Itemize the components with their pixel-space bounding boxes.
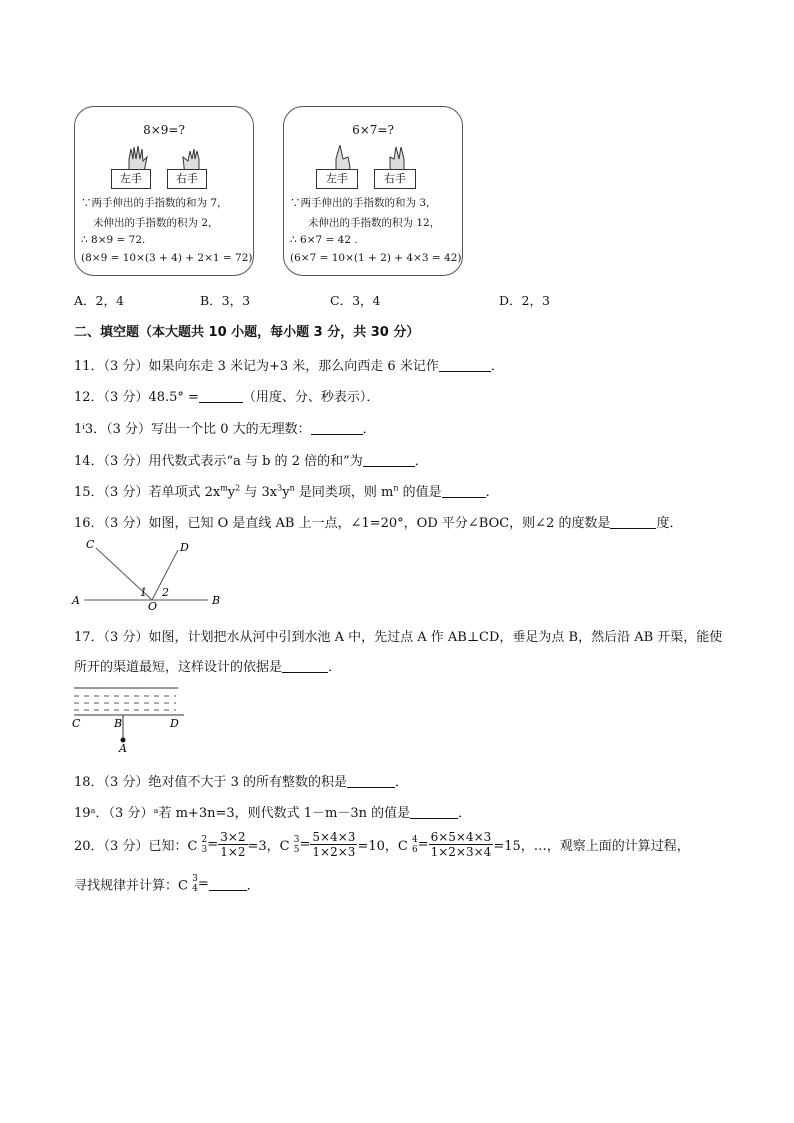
subscript: 6 — [411, 844, 418, 855]
fraction-2 — [310, 830, 357, 859]
question-text: =10，C — [357, 839, 408, 854]
fraction-1 — [218, 830, 247, 859]
denominator: 1×2×3×4 — [430, 845, 492, 859]
question-text: y — [282, 485, 290, 500]
finger-card-8x9 — [74, 106, 254, 276]
answer-blank[interactable] — [442, 484, 486, 498]
left-hand-label: 左手 — [111, 169, 151, 189]
fraction-3 — [429, 830, 494, 859]
subscript: 5 — [293, 844, 300, 855]
label-A: A — [72, 594, 80, 607]
question-text: y — [227, 485, 236, 500]
label-O: O — [148, 600, 158, 612]
question-tail: 度． — [656, 516, 683, 531]
label-C: C — [86, 538, 95, 551]
question-text: 18．（3 分）绝对值不大于 3 的所有整数的积是 — [74, 775, 347, 790]
denominator: 1×2×3 — [312, 845, 356, 859]
question-17-line-2 — [74, 656, 341, 675]
left-hand-label: 左手 — [316, 169, 358, 189]
card-line-1: ∵两手伸出的手指数的和为 7， — [81, 197, 228, 209]
question-text: 11．（3 分）如果向东走 3 米记为+3 米，那么向西走 6 米记作 — [74, 359, 439, 374]
question-text: =3，C — [247, 839, 290, 854]
card-line-2: 未伸出的手指数的积为 2， — [93, 217, 219, 229]
question-text: 17．（3 分）如图，计划把水从河中引到水池 A 中，先过点 A 作 AB⊥CD，垂足为点 B，然后沿 AB 开渠，能使 — [74, 630, 723, 645]
superscript: 3 — [293, 834, 300, 845]
question-15 — [74, 481, 499, 500]
superscript: 4 — [411, 834, 418, 845]
right-hand-label: 右手 — [374, 169, 416, 189]
superscript: 2 — [201, 834, 208, 845]
question-tail: ． — [485, 485, 499, 500]
question-18 — [74, 771, 408, 790]
card-line-2: 未伸出的手指数的积为 12， — [308, 217, 441, 229]
answer-blank[interactable] — [199, 389, 243, 403]
question-tail: ． — [328, 660, 342, 675]
superscript: 3 — [192, 874, 198, 884]
numerator: 3×2 — [220, 830, 246, 844]
label-D: D — [180, 541, 189, 554]
question-tail: ． — [394, 775, 408, 790]
finger-card-6x7 — [283, 106, 463, 276]
question-16 — [74, 512, 683, 531]
question-text: 寻找规律并计算：C — [74, 878, 188, 894]
label-B: B — [212, 594, 221, 607]
superscript: m — [220, 483, 228, 493]
subscript: 3 — [201, 844, 208, 855]
question-11 — [74, 355, 504, 374]
question-text: 的值是 — [398, 485, 442, 500]
question-text: 12．（3 分）48.5° = — [74, 390, 199, 405]
card-title: 8×9=? — [143, 123, 185, 137]
question-20-line-2: 寻找规律并计算：C 3 4= ． — [74, 874, 260, 894]
answer-blank[interactable] — [439, 358, 491, 372]
question-13 — [74, 418, 376, 437]
card-line-4: (6×7 = 10×(1 + 2) + 4×3 = 42) — [290, 252, 462, 264]
question-17-line-1 — [74, 626, 722, 645]
card-line-1: ∵两手伸出的手指数的和为 3， — [290, 197, 437, 209]
card-line-4: (8×9 = 10×(3 + 4) + 2×1 = 72) — [81, 252, 253, 264]
question-text: 1ⁱ3．（3 分）写出一个比 0 大的无理数： — [74, 422, 311, 437]
question-20-line-1: 20．（3 分）已知：C 2 3= $\frac{3\times 2}{1\times 2}$ =3，C 3 5= $\frac{5\times 4\times 3}{1\times 2\times 3}$ =10，C 4 6= $\frac{6\times 5\times 4\times 3}{1\times 2\times 3\times 4}$ =15，…，观察上面的计算过程， — [74, 830, 690, 859]
question-tail: ． — [458, 806, 472, 821]
answer-blank[interactable] — [610, 515, 656, 529]
denominator: 1×2 — [220, 845, 246, 859]
superscript: 2 — [235, 483, 241, 493]
question-text: 19ᵃ．（3 分）ᵃ若 m+3n=3，则代数式 1－m－3n 的值是 — [74, 806, 411, 821]
label-C: C — [72, 717, 81, 730]
subscript: 4 — [192, 884, 198, 894]
question-tail: ． — [362, 422, 376, 437]
option-b: B．3，3 — [200, 293, 251, 308]
answer-blank[interactable] — [209, 877, 247, 891]
label-angle-1: 1 — [140, 586, 147, 599]
figure-16-angle-diagram — [66, 536, 226, 612]
question-tail: （用度、分、秒表示）． — [242, 390, 380, 405]
card-title: 6×7=? — [352, 123, 394, 137]
question-text: 所开的渠道最短，这样设计的依据是 — [74, 660, 283, 675]
question-text: 20．（3 分）已知：C — [74, 839, 198, 854]
answer-blank[interactable] — [282, 659, 328, 673]
right-hand-label: 右手 — [167, 169, 207, 189]
label-D: D — [170, 717, 179, 730]
label-A: A — [119, 742, 127, 754]
answer-blank[interactable] — [363, 453, 415, 467]
option-c: C．3，4 — [330, 293, 381, 308]
figure-17-river-diagram — [66, 682, 186, 754]
question-text: 14．（3 分）用代数式表示“a 与 b 的 2 倍的和”为 — [74, 454, 363, 469]
numerator: 5×4×3 — [312, 830, 356, 844]
numerator: 6×5×4×3 — [430, 830, 492, 844]
option-a: A．2，4 — [74, 293, 124, 308]
question-tail: ． — [246, 878, 260, 894]
question-text: 是同类项，则 m — [294, 485, 394, 500]
superscript: n — [289, 483, 295, 493]
question-text: 16．（3 分）如图，已知 O 是直线 AB 上一点，∠1=20°，OD 平分∠BOC，则∠2 的度数是 — [74, 516, 611, 531]
question-tail: ． — [414, 454, 428, 469]
answer-blank[interactable] — [347, 774, 395, 788]
question-text: 15．（3 分）若单项式 2x — [74, 485, 221, 500]
card-line-3: ∴ 6×7 = 42 . — [290, 234, 358, 246]
answer-blank[interactable] — [311, 421, 363, 435]
label-angle-2: 2 — [162, 586, 169, 599]
question-19 — [74, 802, 471, 821]
superscript: 3 — [277, 483, 283, 493]
answer-blank[interactable] — [410, 805, 458, 819]
question-text: 与 3x — [240, 485, 278, 500]
question-12 — [74, 386, 379, 405]
section-title: 二、填空题（本大题共 10 小题，每小题 3 分，共 30 分） — [74, 325, 420, 340]
question-tail: ． — [490, 359, 504, 374]
label-B: B — [114, 717, 123, 730]
question-14 — [74, 450, 428, 469]
question-text: =15，…，观察上面的计算过程， — [493, 839, 690, 854]
option-d: D．2，3 — [499, 293, 550, 308]
card-line-3: ∴ 8×9 = 72. — [81, 234, 146, 246]
superscript: n — [393, 483, 399, 493]
